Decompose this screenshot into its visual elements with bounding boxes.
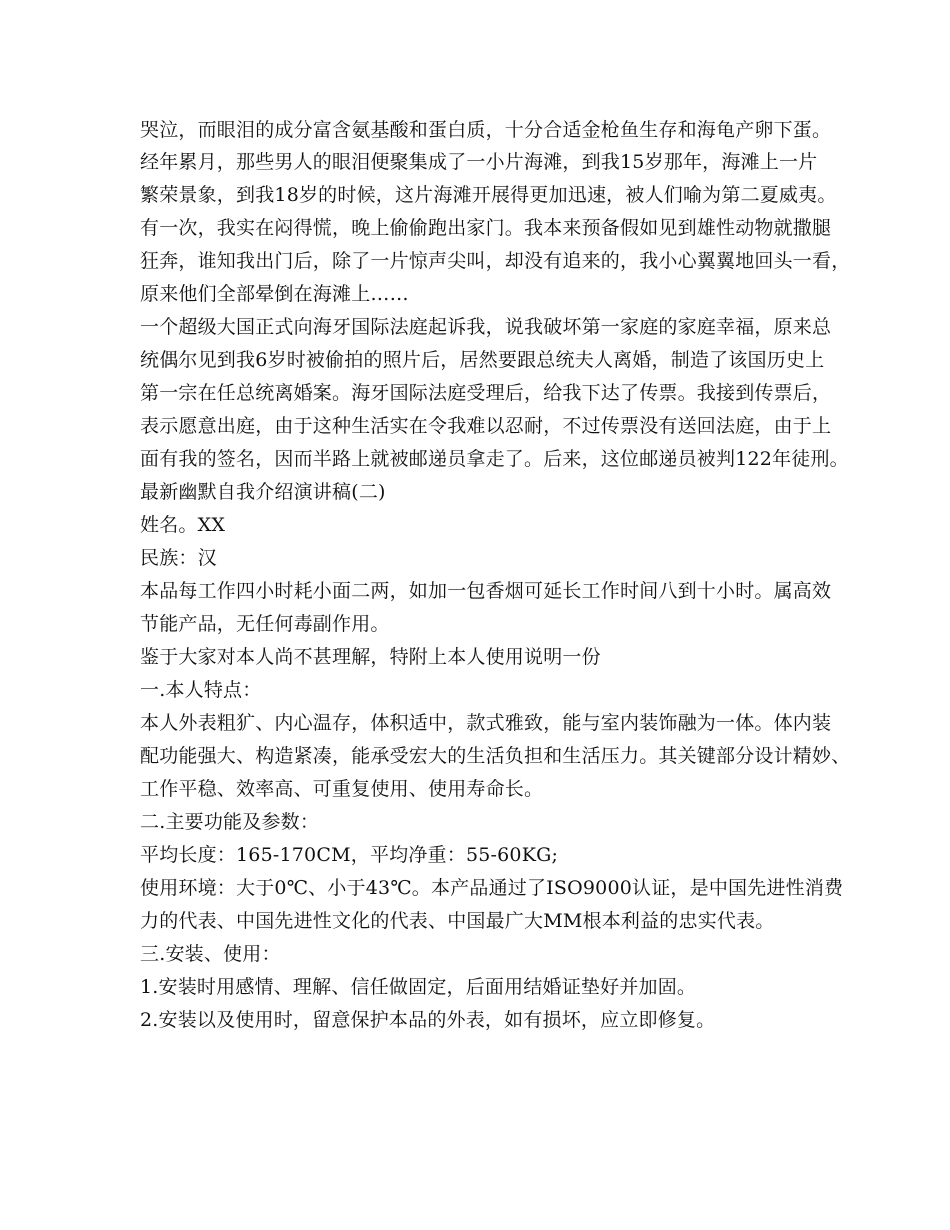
text-line: 繁荣景象，到我18岁的时候，这片海滩开展得更加迅速，被人们喻为第二夏威夷。: [140, 184, 837, 206]
text-line: 一个超级大国正式向海牙国际法庭起诉我，说我破坏第一家庭的家庭幸福，原来总: [140, 316, 832, 338]
text-line: 工作平稳、效率高、可重复使用、使用寿命长。: [140, 778, 544, 800]
text-line: 表示愿意出庭，由于这种生活实在令我难以忍耐，不过传票没有送回法庭，由于上: [140, 415, 832, 437]
text-line: 节能产品，无任何毒副作用。: [140, 613, 390, 635]
text-line: 面有我的签名，因而半路上就被邮递员拿走了。后来，这位邮递员被判122年徒刑。: [140, 448, 849, 470]
text-line: 统偶尔见到我6岁时被偷拍的照片后，居然要跟总统夫人离婚，制造了该国历史上: [140, 349, 825, 371]
text-line: 2.安装以及使用时，留意保护本品的外表，如有损坏，应立即修复。: [140, 1009, 716, 1031]
section-heading: 三.安装、使用：: [140, 943, 281, 965]
text-line: 1.安装时用感情、理解、信任做固定，后面用结婚证垫好并加固。: [140, 976, 697, 998]
text-line: 哭泣，而眼泪的成分富含氨基酸和蛋白质，十分合适金枪鱼生存和海龟产卵下蛋。: [140, 119, 832, 141]
text-line: 使用环境：大于0℃、小于43℃。本产品通过了ISO9000认证，是中国先进性消费: [140, 877, 844, 899]
section-heading: 最新幽默自我介绍演讲稿(二): [140, 481, 386, 503]
text-line: 配功能强大、构造紧凑，能承受宏大的生活负担和生活压力。其关键部分设计精妙、: [140, 745, 851, 767]
text-line: 鉴于大家对本人尚不甚理解，特附上本人使用说明一份: [140, 646, 601, 668]
text-line: 平均长度：165-170CM，平均净重：55-60KG;: [140, 844, 559, 866]
text-line: 姓名。XX: [140, 514, 226, 536]
text-line: 经年累月，那些男人的眼泪便聚集成了一小片海滩，到我15岁那年，海滩上一片: [140, 151, 818, 173]
section-heading: 二.主要功能及参数：: [140, 811, 320, 833]
text-line: 本人外表粗犷、内心温存，体积适中，款式雅致，能与室内装饰融为一体。体内装: [140, 712, 832, 734]
text-line: 狂奔，谁知我出门后，除了一片惊声尖叫，却没有追来的，我小心翼翼地回头一看，: [140, 250, 851, 272]
text-line: 第一宗在任总统离婚案。海牙国际法庭受理后，给我下达了传票。我接到传票后，: [140, 382, 832, 404]
text-line: 民族：汉: [140, 547, 217, 569]
section-heading: 一.本人特点：: [140, 679, 262, 701]
text-line: 有一次，我实在闷得慌，晚上偷偷跑出家门。我本来预备假如见到雄性动物就撒腿: [140, 217, 832, 239]
text-line: 原来他们全部晕倒在海滩上……: [140, 283, 409, 305]
text-line: 本品每工作四小时耗小面二两，如加一包香烟可延长工作时间八到十小时。属高效: [140, 580, 832, 602]
text-line: 力的代表、中国先进性文化的代表、中国最广大MM根本利益的忠实代表。: [140, 910, 775, 932]
